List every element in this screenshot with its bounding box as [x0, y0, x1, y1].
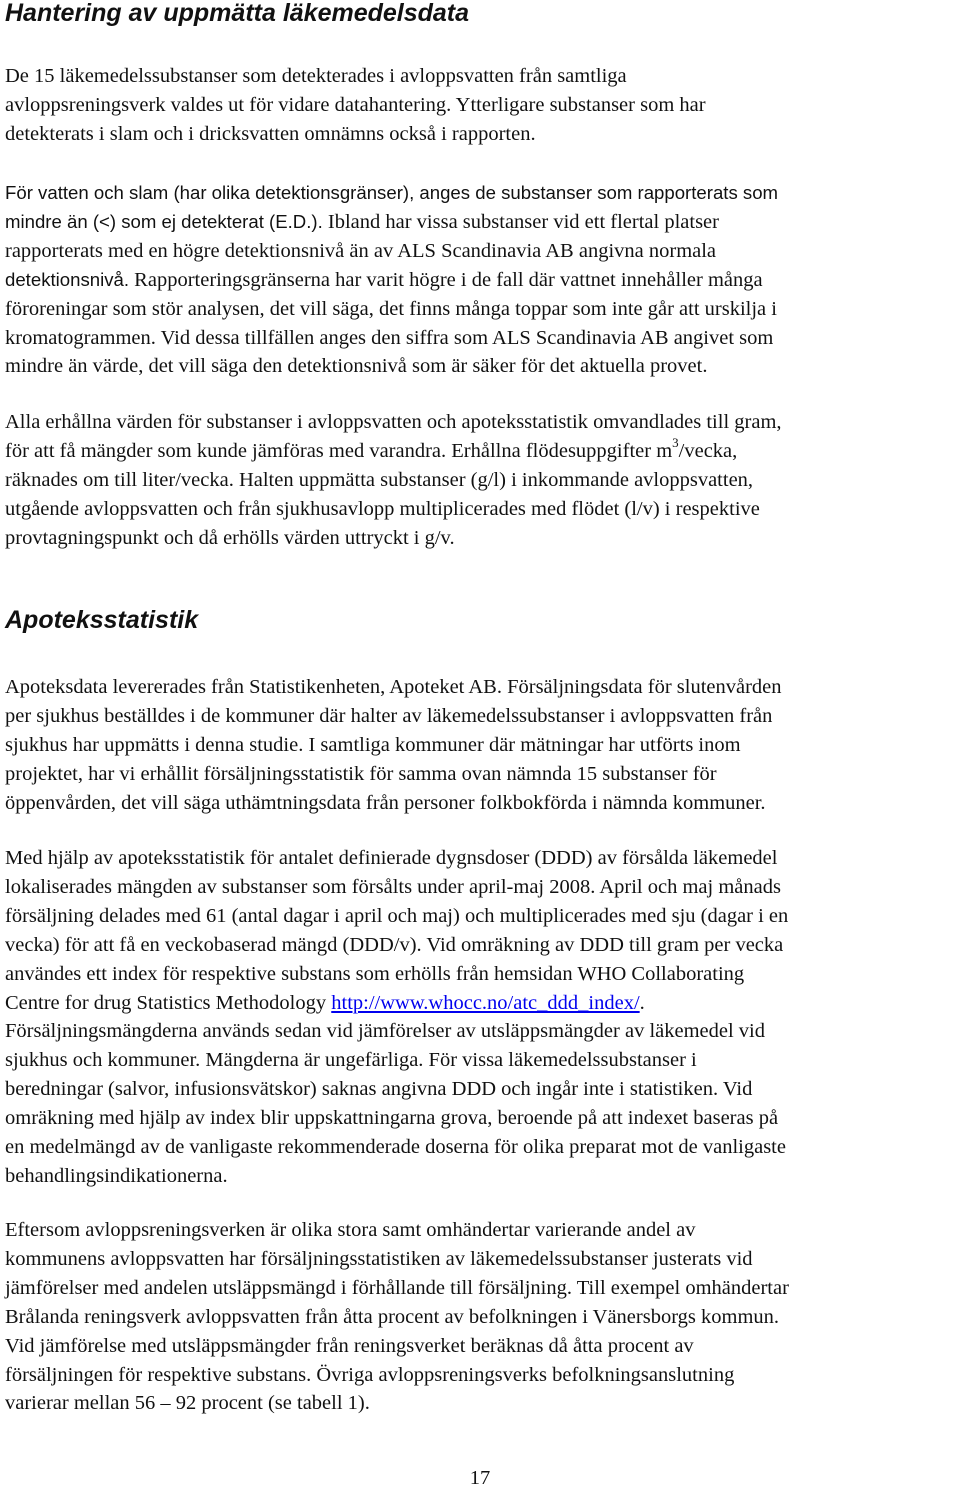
text-line: För vatten och slam (har olika detektionsgränser), anges de substanser som rapporterats som — [5, 182, 779, 203]
whocc-link[interactable]: http://www.whocc.no/atc_ddd_index/ — [331, 991, 640, 1014]
text-segment: Centre for drug Statistics Methodology — [5, 991, 332, 1014]
text-line: Alla erhållna värden för substanser i avloppsvatten och apoteksstatistik omvandlades till gram, — [5, 411, 782, 433]
text-segment-sans: mindre än (<) som ej detekterat (E.D.). — [5, 210, 323, 232]
text-line: Med hjälp av apoteksstatistik för antalet definierade dygnsdoser (DDD) av försålda läkemedel — [5, 847, 778, 869]
text-line: provtagningspunkt och då erhölls värden uttryckt i g/v. — [5, 526, 455, 549]
text-line: per sjukhus beställdes i de kommuner där halter av läkemedelssubstanser i avloppsvatten från — [5, 704, 773, 727]
text-line: sjukhus och kommuner. Mängderna är ungefärliga. För vissa läkemedelssubstanser i — [5, 1049, 697, 1072]
text-line: kromatogrammen. Vid dessa tillfällen anges den siffra som ALS Scandinavia AB angivet som — [5, 326, 774, 349]
text-line: försäljning delades med 61 (antal dagar i april och maj) och multiplicerades med sju (dagar i en — [5, 904, 789, 927]
text-line: Eftersom avloppsreningsverken är olika stora samt omhändertar varierande andel av — [5, 1219, 696, 1241]
text-line: utgående avloppsvatten och från sjukhusavlopp multiplicerades med flödet (l/v) i respektive — [5, 497, 760, 520]
text-line: vecka) för att få en veckobaserad mängd (DDD/v). Vid omräkning av DDD till gram per vecka — [5, 933, 784, 956]
text-line: projektet, har vi erhållit försäljningsstatistik för samma ovan nämnda 15 substanser för — [5, 762, 717, 785]
text-line: kommunens avloppsvatten har försäljningsstatistiken av läkemedelssubstanser justerats vid — [5, 1247, 753, 1270]
paragraph-unit-conversion — [5, 408, 955, 553]
text-line: öppenvården, det vill säga uthämtningsdata från personer folkbokförda i nämnda kommuner. — [5, 791, 766, 814]
text-line: föroreningar som stör analysen, det vill säga, det finns många toppar som inte går att urskilja i — [5, 297, 777, 320]
text-line: Försäljningsmängderna används sedan vid jämförelser av utsläppsmängder av läkemedel vid — [5, 1020, 765, 1043]
text-line: användes ett index för respektive substans som erhölls från hemsidan WHO Collaborating — [5, 962, 745, 985]
paragraph-population-adjustment — [5, 1216, 955, 1418]
text-line: lokaliserades mängden av substanser som försålts under april-maj 2008. April och maj månads — [5, 875, 781, 898]
paragraph-intro — [5, 62, 955, 149]
text-line: beredningar (salvor, infusionsvätskor) saknas angivna DDD och ingår inte i statistiken. Vid — [5, 1078, 753, 1101]
section-heading-hantering: Hantering av uppmätta läkemedelsdata — [5, 0, 470, 27]
page-number: 17 — [469, 1467, 491, 1489]
text-segment: Rapporteringsgränserna har varit högre i de fall där vattnet innehåller många — [129, 268, 763, 291]
text-line: Vid jämförelse med utsläppsmängder från reningsverket beräknas då åtta procent av — [5, 1334, 694, 1357]
text-line: detekterats i slam och i dricksvatten omnämns också i rapporten. — [5, 122, 536, 145]
text-line: jämförelser med andelen utsläppsmängd i förhållande till försäljning. Till exempel omhändertar — [5, 1276, 789, 1299]
text-line: behandlingsindikationerna. — [5, 1164, 228, 1187]
paragraph-pharmacy-data — [5, 673, 955, 818]
text-line: omräkning med hjälp av index blir uppskattningarna grova, beroende på att indexet baseras på — [5, 1107, 779, 1130]
text-segment-sans: detektionsnivå. — [5, 268, 130, 290]
text-line: mindre än värde, det vill säga den detektionsnivå som är säker för det aktuella provet. — [5, 355, 708, 378]
text-segment: Ibland har vissa substanser vid ett flertal platser — [322, 210, 719, 233]
text-segment: för att få mängder som kunde jämföras med varandra. Erhållna flödesuppgifter m — [5, 439, 673, 462]
text-line: sjukhus har uppmätts i denna studie. I samtliga kommuner där mätningar har utförts inom — [5, 733, 741, 756]
text-line: avloppsreningsverk valdes ut för vidare datahantering. Ytterligare substanser som har — [5, 93, 706, 116]
text-line: varierar mellan 56 – 92 procent (se tabell 1). — [5, 1392, 370, 1415]
text-line: försäljningen för respektive substans. Övriga avloppsreningsverks befolkningsanslutning — [5, 1363, 735, 1386]
paragraph-ddd-method — [5, 844, 955, 1191]
text-line: Brålanda reningsverk avloppsvatten från åtta procent av befolkningen i Vänersborgs kommun. — [5, 1305, 780, 1328]
text-line: Apoteksdata levererades från Statistikenheten, Apoteket AB. Försäljningsdata för slutenvården — [5, 676, 782, 698]
paragraph-detection-limits — [5, 179, 955, 381]
text-line: rapporterats med en högre detektionsnivå än av ALS Scandinavia AB angivna normala — [5, 239, 717, 262]
superscript: 3 — [672, 435, 679, 451]
text-segment: . — [639, 991, 645, 1014]
text-line: räknades om till liter/vecka. Halten uppmätta substanser (g/l) i inkommande avloppsvatten, — [5, 468, 754, 491]
text-line: De 15 läkemedelssubstanser som detekterades i avloppsvatten från samtliga — [5, 65, 627, 87]
text-line: en medelmängd av de vanligaste rekommenderade doserna för olika preparat mot de vanligaste — [5, 1136, 786, 1159]
text-segment: /vecka, — [678, 439, 738, 462]
section-heading-apoteksstatistik: Apoteksstatistik — [5, 606, 199, 634]
